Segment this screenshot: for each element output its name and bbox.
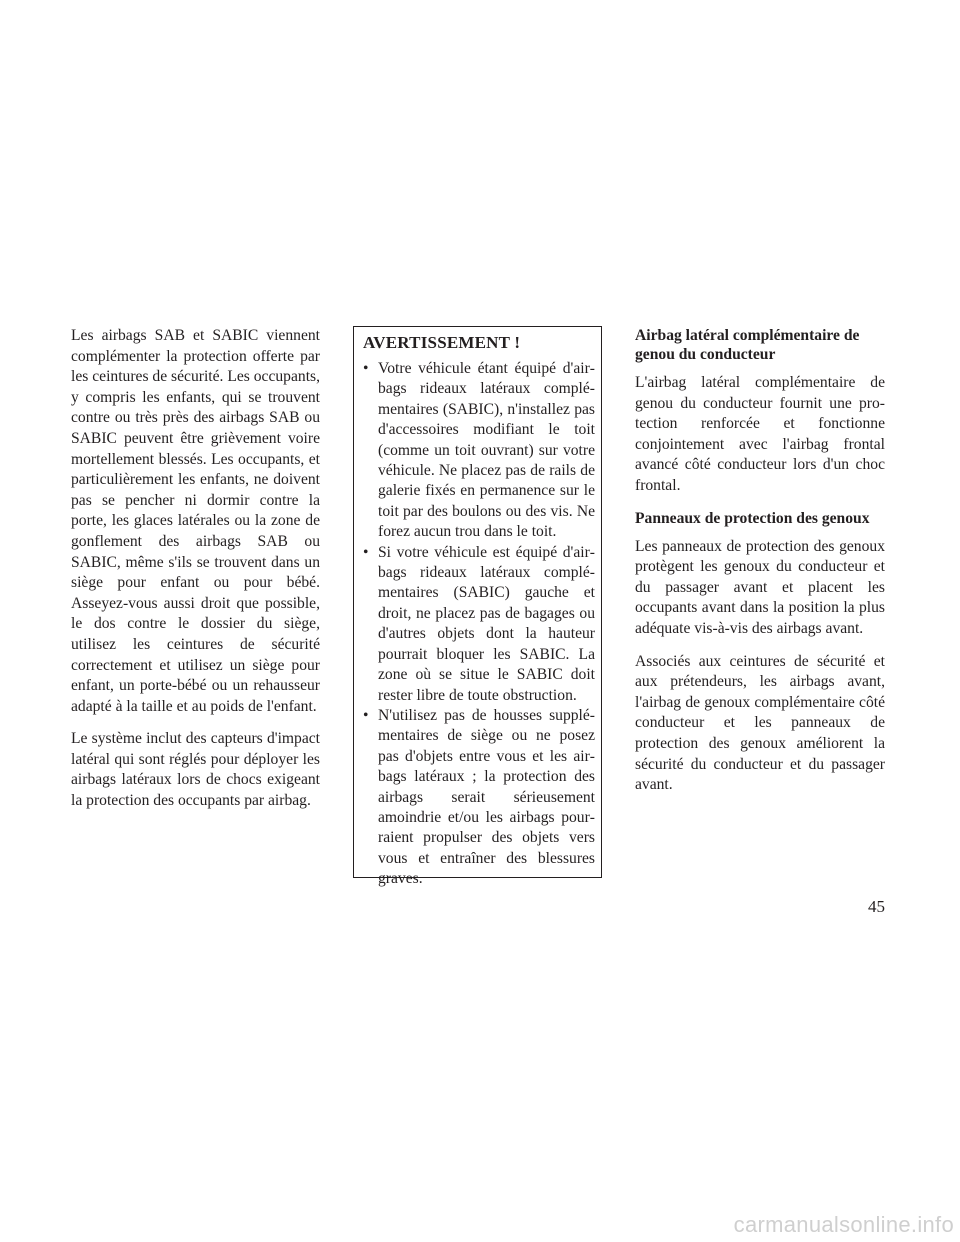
left-column (71, 326, 320, 824)
bullet-icon: • (363, 360, 369, 377)
warning-box (353, 326, 602, 888)
bullet-icon: • (363, 543, 369, 561)
warning-item-text: Si votre véhicule est équipé d'airbags rideaux latéraux complémentaires (SABIC) gauche et droit, ne placez pas de bagages ou d'autres objets dont la hauteur pourrait bloquer les SABIC. La zone où se situe le SABIC doit rester libre de toute obstruction. (378, 543, 595, 704)
section-heading-knee-airbag: Airbag latéral complémentaire de genou du conducteur (635, 327, 860, 363)
warning-item (363, 706, 595, 890)
page-number: 45 (868, 897, 885, 916)
paragraph-side-impact-sensors: Le système inclut des capteurs d'impact latéral qui sont réglés pour déployer les airbags latéraux lors de chocs exigeant la protection des occupants par airbag. (71, 730, 320, 810)
warning-list (363, 359, 595, 890)
warning-item (363, 359, 595, 543)
section-heading-knee-bolsters: Panneaux de protection des genoux (635, 509, 870, 527)
right-column (635, 326, 885, 808)
bullet-icon: • (363, 706, 369, 724)
warning-title: AVERTISSEMENT ! (363, 333, 521, 352)
paragraph-combined-protection: Associés aux ceintures de sécurité et aux prétendeurs, les airbags avant, l'airbag de genoux complémentaire côté conducteur et les panneaux de protection des genoux améliorent la sécurité du conducteur et du passager avant. (635, 652, 885, 794)
paragraph-knee-airbag: L'airbag latéral complémentaire de genou du conducteur fournit une protection renforcée et fonctionne conjointement avec l'airbag frontal avancé côté conducteur lors d'un choc frontal. (635, 374, 885, 494)
warning-item-text: N'utilisez pas de housses supplémentaires de siège ou ne posez pas d'objets entre vous et les airbags latéraux ; la protection des airbags serait sérieusement amoindrie et/ou les airbags pourraient propulser des objets vers vous et entraîner des blessures graves. (378, 706, 595, 888)
paragraph-knee-bolsters: Les panneaux de protection des genoux protègent les genoux du conducteur et du passager avant et placent les occupants avant dans la position la plus adéquate vis-à-vis des airbags avant. (635, 537, 885, 637)
paragraph-sab-sabic-occupants: Les airbags SAB et SABIC viennent complémenter la protection offerte par les ceintures de sécurité. Les occupants, y compris les enfants, qui se trouvent contre ou très près des airbags SAB ou SABIC peuvent être grièvement voire mortellement blessés. Les occupants, et particulièrement les enfants, ne doivent pas se pencher ni dormir contre la porte, les glaces latérales ou la zone de gonflement des airbags SAB ou SABIC, même s'ils se trouvent dans un siège pour enfant ou pour bébé. Asseyez-vous aussi droit que possible, le dos contre le dossier du siège, utilisez les ceintures de sécurité correctement et utilisez un siège pour enfant, un porte-bébé ou un rehausseur adapté à la taille et au poids de l'enfant. (71, 327, 320, 715)
watermark: carmanualsonline.info (733, 1212, 954, 1237)
warning-item-text: Votre véhicule étant équipé d'airbags rideaux latéraux complémentaires (SABIC), n'installez pas d'accessoires modifiant le toit (comme un toit ouvrant) sur votre véhicule. Ne placez pas de rails de galerie fixés en permanence sur le toit par des boulons ou des vis. Ne forez aucun trou dans le toit. (378, 360, 595, 541)
warning-item (363, 543, 595, 706)
